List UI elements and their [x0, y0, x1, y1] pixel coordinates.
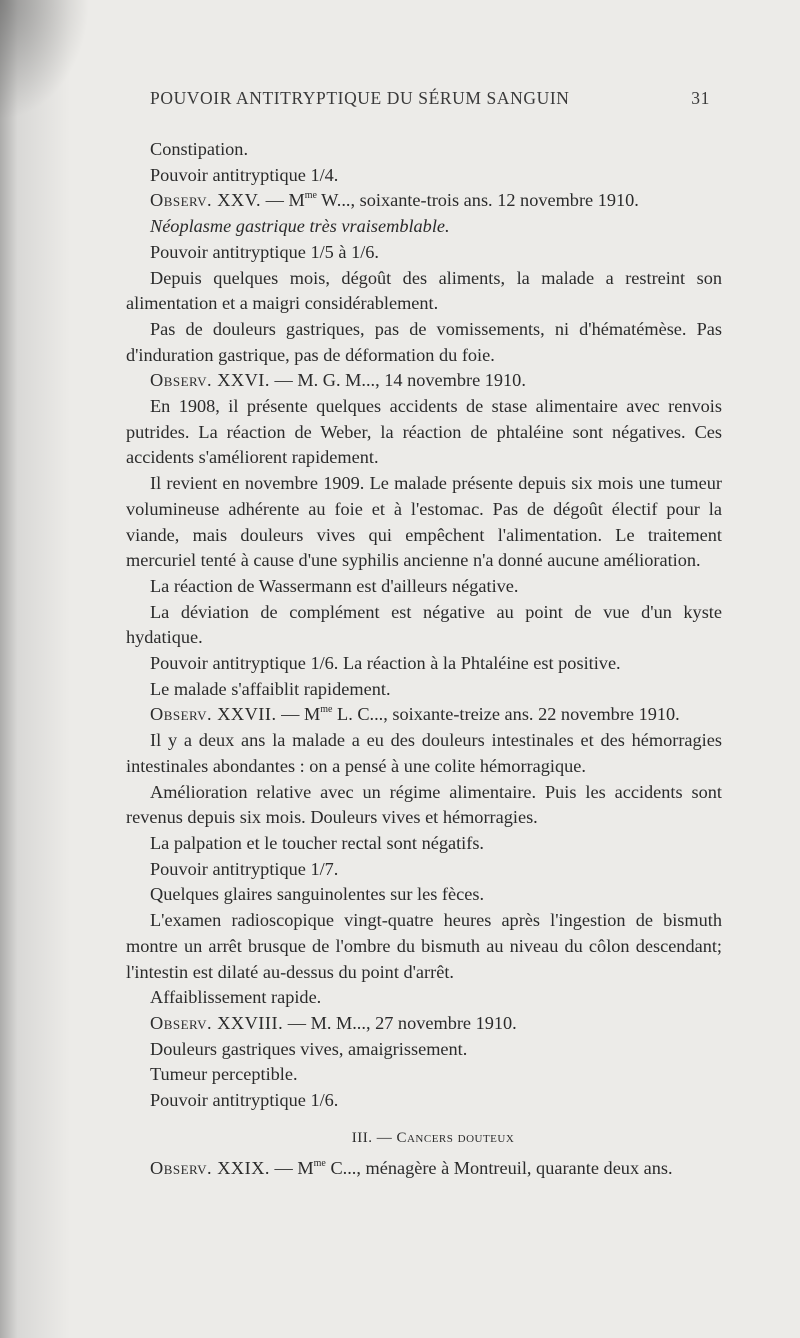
observation-heading: [126, 1011, 722, 1037]
section-heading: [126, 1126, 722, 1152]
superscript: me: [313, 1158, 326, 1170]
paragraph: Pas de douleurs gastriques, pas de vomissements, ni d'hématémèse. Pas d'induration gastrique, pas de déformation du foie.: [126, 318, 722, 365]
observation-heading: [126, 368, 722, 394]
heading-text: — M: [269, 1158, 314, 1179]
paragraph: Pouvoir antitryptique 1/6. La réaction à la Phtaléine est positive.: [150, 653, 621, 674]
paragraph: En 1908, il présente quelques accidents de stase alimentaire avec renvois putrides. La réaction de Weber, la réaction de phtaléine sont négatives. Ces accidents s'améliorent rapidement.: [126, 396, 722, 468]
paragraph: Il revient en novembre 1909. Le malade présente depuis six mois une tumeur volumineuse adhérente au foie et à l'estomac. Pas de dégoût électif pour la viande, mais douleurs vives qui empêchent l'alimentation. Le traitement mercuriel tenté à cause d'une syphilis ancienne n'a donné aucune amélioration.: [126, 473, 722, 571]
observation-heading: [126, 702, 722, 728]
paragraph: Affaiblissement rapide.: [150, 987, 322, 1008]
paragraph: L'examen radioscopique vingt-quatre heures après l'ingestion de bismuth montre un arrêt brusque de l'ombre du bismuth au niveau du côlon descendant; l'intestin est dilaté au-dessus du point d'arrêt.: [126, 910, 722, 982]
running-title: POUVOIR ANTITRYPTIQUE DU SÉRUM SANGUIN: [150, 88, 570, 108]
paragraph: La déviation de complément est négative au point de vue d'un kyste hydatique.: [126, 601, 722, 648]
heading-text: — M. M..., 27 novembre 1910.: [283, 1012, 517, 1033]
page-body: [126, 137, 722, 1182]
section-title: Cancers douteux: [396, 1129, 515, 1146]
observation-label: Observ. XXVIII.: [150, 1012, 284, 1033]
heading-text: — M: [261, 190, 305, 211]
page-number: 31: [691, 88, 710, 108]
superscript: me: [320, 704, 333, 716]
paragraph: La réaction de Wassermann est d'ailleurs négative.: [150, 575, 519, 596]
paragraph: Le malade s'affaiblit rapidement.: [150, 678, 391, 699]
paragraph: Pouvoir antitryptique 1/6.: [150, 1090, 339, 1111]
section-number: III.: [351, 1129, 373, 1146]
paragraph: Tumeur perceptible.: [150, 1064, 298, 1085]
paragraph: Constipation.: [150, 139, 249, 159]
paragraph: Pouvoir antitryptique 1/7.: [150, 858, 339, 879]
paragraph: Amélioration relative avec un régime alimentaire. Puis les accidents sont revenus depuis six mois. Douleurs vives et hémorragies.: [126, 781, 722, 828]
page-edge-shadow: [0, 0, 70, 1338]
heading-text: C..., ménagère à Montreuil, quarante deux ans.: [325, 1158, 673, 1179]
heading-text: L. C..., soixante-treize ans. 22 novembre 1910.: [332, 704, 680, 725]
heading-text: W..., soixante-trois ans. 12 novembre 1910.: [316, 190, 639, 211]
observation-label: Observ. XXIX.: [150, 1158, 270, 1179]
section-dash: —: [372, 1129, 397, 1146]
observation-label: Observ. XXV.: [150, 190, 262, 211]
page-corner-shadow: [0, 0, 90, 120]
paragraph: Quelques glaires sanguinolentes sur les fèces.: [150, 884, 485, 905]
paragraph: Pouvoir antitryptique 1/4.: [150, 164, 339, 185]
observation-heading: [126, 1156, 722, 1182]
observation-label: Observ. XXVII.: [150, 704, 277, 725]
paragraph: Pouvoir antitryptique 1/5 à 1/6.: [150, 241, 379, 262]
paragraph: Depuis quelques mois, dégoût des aliments, la malade a restreint son alimentation et a maigri considérablement.: [126, 267, 722, 314]
page-header: [150, 88, 710, 112]
paragraph: Il y a deux ans la malade a eu des douleurs intestinales et des hémorragies intestinales abondantes : on a pensé à une colite hémorragique.: [126, 730, 722, 776]
superscript: me: [304, 190, 317, 202]
observation-label: Observ. XXVI.: [150, 370, 270, 391]
paragraph: La palpation et le toucher rectal sont négatifs.: [150, 832, 485, 853]
heading-text: — M: [276, 704, 321, 725]
observation-heading: [126, 188, 722, 214]
heading-text: — M. G. M..., 14 novembre 1910.: [269, 370, 526, 391]
diagnosis-italic: Néoplasme gastrique très vraisemblable.: [150, 216, 450, 237]
paragraph: Douleurs gastriques vives, amaigrissement.: [150, 1038, 468, 1059]
